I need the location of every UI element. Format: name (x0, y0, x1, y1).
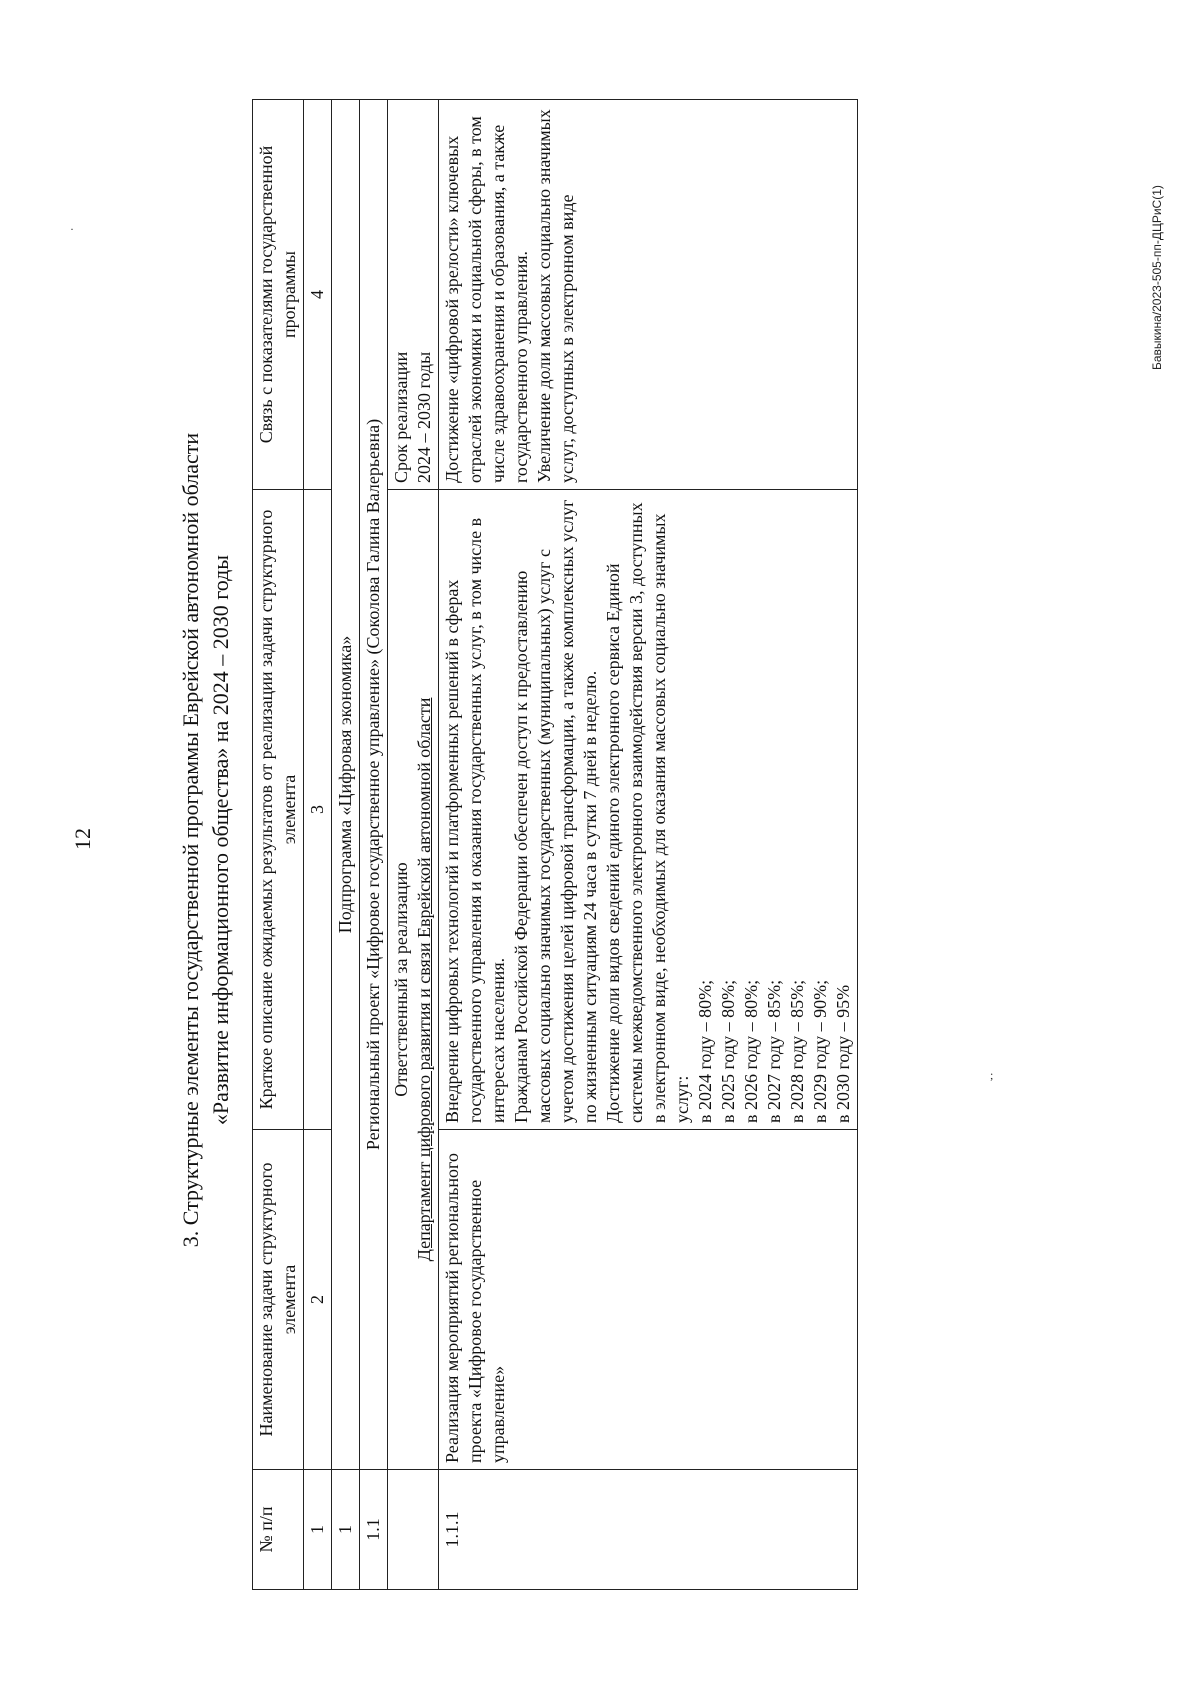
table-header-row (253, 100, 304, 1590)
row-description: Внедрение цифровых технологий и платформенных решений в сферах государственного управления и оказания государственных услуг, в том числе в интересах населения. Гражданам Российской Федерации обеспечен доступ к предоставлению массовых социально значимых государственных (муниципальных) услуг с учетом достижения целей цифровой трансформации, а также комплексных услуг по жизненным ситуациям 24 часа в сутки 7 дней в неделю. Достижение доли видов сведений единого электронного сервиса Единой системы межведомственного электронного взаимодействия версии 3, доступных в электронном виде, необходимых для оказания массовых социально значимых услуг: в 2024 году – 80%; в 2025 году – 80%; в 2026 году – 80%; в 2027 году – 85%; в 2028 году – 85%; в 2029 году – 90%; в 2030 году – 95% (439, 490, 858, 1130)
col-number: 3 (304, 490, 332, 1130)
project-num: 1.1 (360, 1470, 388, 1590)
responsible-cell (388, 490, 439, 1470)
section-title-line1: 3. Структурные элементы государственной программы Еврейской автономной области (178, 432, 203, 1248)
col-number: 1 (304, 1470, 332, 1590)
subprogram-row (332, 100, 360, 1590)
term-value: 2024 – 2030 годы (414, 351, 434, 483)
header-task-name: Наименование задачи структурного элемента (253, 1130, 304, 1470)
project-title: Региональный проект «Цифровое государственное управление» (Соколова Галина Валерьевна) (360, 100, 388, 1470)
subprogram-num: 1 (332, 1470, 360, 1590)
row-task: Реализация мероприятий регионального проекта «Цифровое государственное управление» (439, 1130, 858, 1470)
header-num: № п/п (253, 1470, 304, 1590)
table-row (439, 100, 858, 1590)
scan-speck: · (70, 222, 74, 236)
scan-speck: ; (990, 1068, 994, 1082)
subprogram-title: Подпрограмма «Цифровая экономика» (332, 100, 360, 1470)
responsible-empty-cell (388, 1470, 439, 1590)
responsible-row (388, 100, 439, 1590)
section-heading (170, 90, 236, 1590)
header-link: Связь с показателями государственной программы (253, 100, 304, 490)
term-cell (388, 100, 439, 490)
project-row (360, 100, 388, 1590)
row-num: 1.1.1 (439, 1470, 858, 1590)
header-description: Краткое описание ожидаемых результатов от реализации задачи структурного элемента (253, 490, 304, 1130)
col-number: 2 (304, 1130, 332, 1470)
page-number: 12 (70, 828, 95, 850)
col-number: 4 (304, 100, 332, 490)
structural-elements-table (252, 99, 858, 1590)
responsible-value: Департамент цифрового развития и связи Еврейской автономной области (414, 697, 434, 1262)
section-title-line2: «Развитие информационного общества» на 2024 – 2030 годы (208, 554, 233, 1126)
document-id: Бавыкина/2023-505-пп-ДЦРиС(1) (1150, 185, 1164, 370)
term-label: Срок реализации (391, 351, 411, 483)
responsible-label: Ответственный за реализацию (391, 862, 411, 1097)
rotated-page-content (170, 90, 1110, 1590)
column-numbers-row (304, 100, 332, 1590)
row-link: Достижение «цифровой зрелости» ключевых отраслей экономики и социальной сферы, в том числе здравоохранения и образования, а также государственного управления. Увеличение доли массовых социально значимых услуг, доступных в электронном виде (439, 100, 858, 490)
